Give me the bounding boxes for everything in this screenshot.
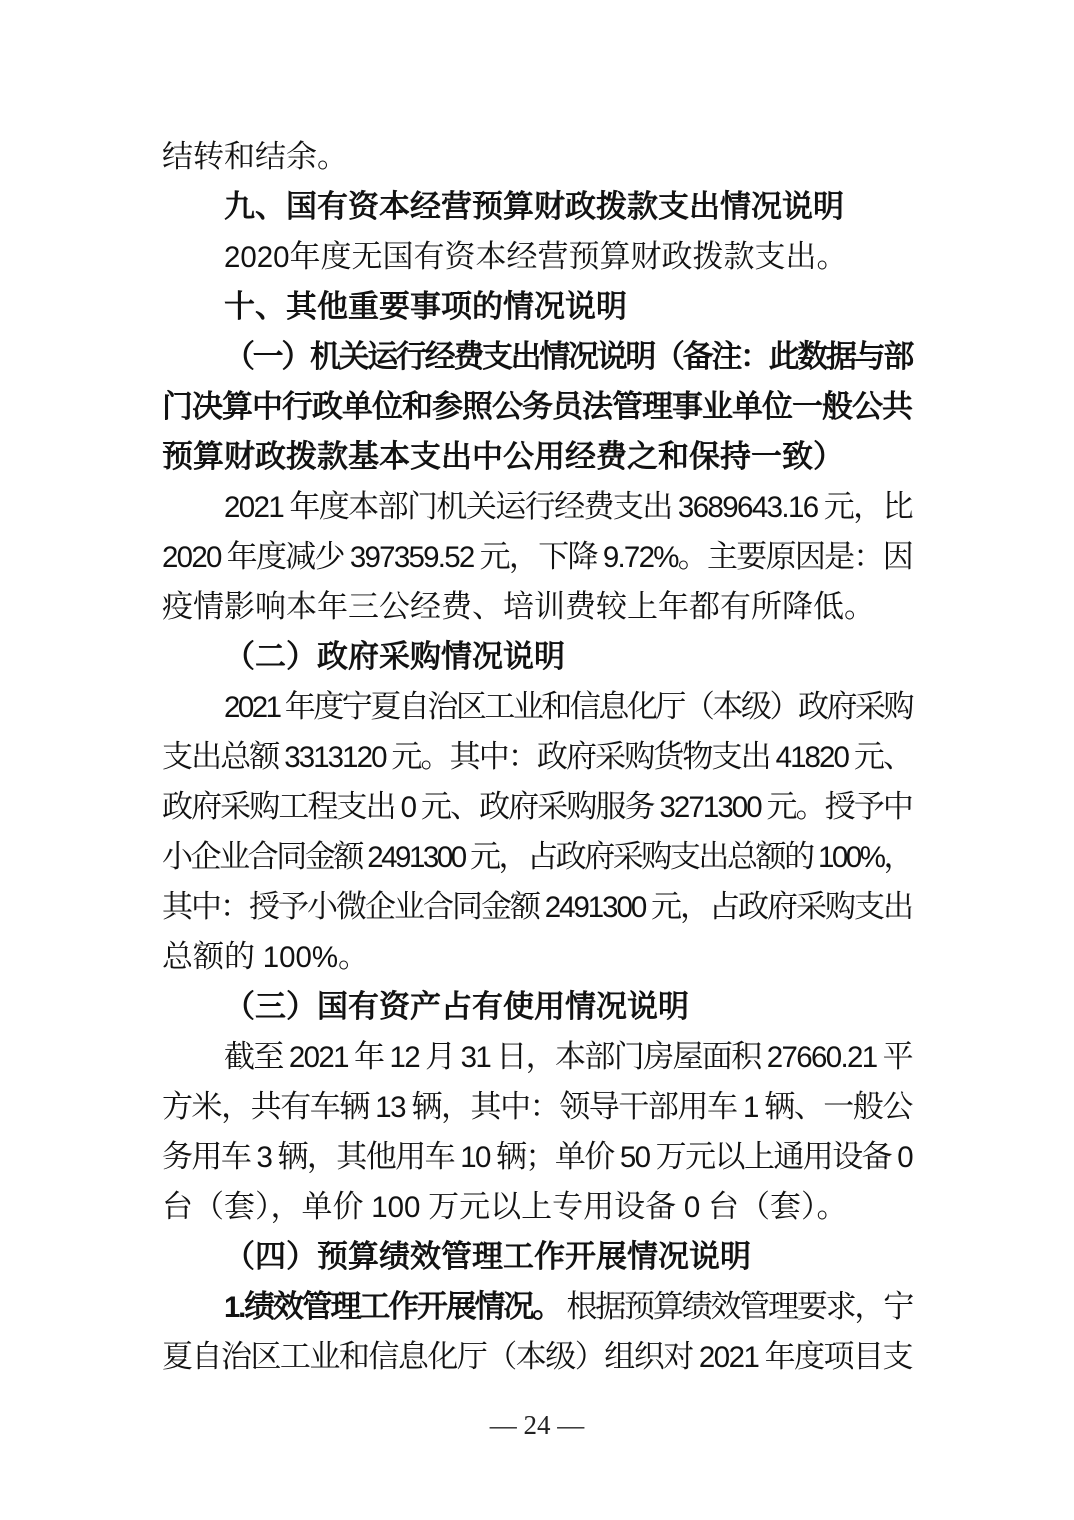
latin-run: 3271300	[659, 791, 761, 824]
text-segment: 结转和结余。	[162, 139, 348, 174]
text-segment: 总额的 100%。	[162, 939, 370, 974]
body-line	[162, 132, 912, 182]
text-segment: 其中：授予小微企业合同金额 2491300 元，占政府采购支出	[162, 889, 912, 924]
line-text	[224, 689, 912, 724]
line-text	[224, 639, 565, 674]
heading-line	[162, 182, 912, 232]
text-segment: 2020年度无国有资本经营预算财政拨款支出。	[224, 239, 848, 274]
latin-run: 13	[375, 1091, 406, 1124]
latin-run: 31	[460, 1041, 491, 1074]
document-body	[162, 132, 912, 1382]
body-line	[162, 1032, 912, 1082]
text-segment: 方米，共有车辆 13 辆，其中：领导干部用车 1 辆、一般公	[162, 1089, 912, 1124]
line-text	[224, 1039, 912, 1074]
text-segment: （二）政府采购情况说明	[224, 639, 565, 674]
body-line	[162, 1282, 912, 1332]
line-text	[224, 489, 912, 524]
text-segment: 九、国有资本经营预算财政拨款支出情况说明	[224, 189, 844, 224]
latin-run: 2021	[224, 691, 280, 724]
line-text	[162, 1139, 912, 1174]
text-segment: （三）国有资产占有使用情况说明	[224, 989, 689, 1024]
latin-run: 1.	[224, 1291, 245, 1324]
heading-line	[162, 632, 912, 682]
body-line	[162, 232, 912, 282]
line-text	[162, 389, 912, 424]
text-segment: 2020 年度减少 397359.52 元，下降 9.72%。主要原因是：因	[162, 539, 913, 574]
latin-run: 0	[683, 1191, 701, 1224]
text-segment: 支出总额 3313120 元。其中：政府采购货物支出 41820 元、	[162, 739, 913, 774]
latin-run: 1	[742, 1091, 758, 1124]
line-text	[224, 1289, 912, 1324]
heading-line	[162, 282, 912, 332]
text-segment: 务用车 3 辆，其他用车 10 辆；单价 50 万元以上通用设备 0	[162, 1139, 913, 1174]
text-segment: 截至 2021 年 12 月 31 日，本部门房屋面积 27660.21 平	[224, 1039, 913, 1074]
line-text	[162, 139, 348, 174]
body-line	[162, 582, 912, 632]
line-text	[224, 989, 689, 1024]
line-text	[162, 789, 912, 824]
body-line	[162, 1332, 912, 1382]
line-text	[162, 1189, 848, 1224]
text-segment: 疫情影响本年三公经费、培训费较上年都有所降低。	[162, 589, 875, 624]
text-segment: 夏自治区工业和信息化厅（本级）组织对 2021 年度项目支	[162, 1339, 912, 1374]
latin-run: 27660.21	[766, 1041, 877, 1074]
body-line	[162, 682, 912, 732]
body-line	[162, 1182, 912, 1232]
line-text	[224, 339, 912, 374]
latin-run: 100	[371, 1191, 421, 1224]
latin-run: 2020	[224, 241, 290, 274]
heading-line	[162, 332, 912, 382]
line-text	[162, 439, 844, 474]
heading-line	[162, 382, 912, 432]
line-text	[162, 1339, 912, 1374]
latin-run: 9.72%	[602, 541, 678, 574]
line-text	[224, 1239, 751, 1274]
latin-run: 3	[256, 1141, 272, 1174]
latin-run: 2021	[224, 491, 284, 524]
body-line	[162, 532, 912, 582]
latin-run: 50	[619, 1141, 650, 1174]
body-line	[162, 732, 912, 782]
line-text	[224, 189, 844, 224]
body-line	[162, 882, 912, 932]
latin-run: 100%	[817, 841, 884, 874]
line-text	[162, 839, 912, 874]
body-line	[162, 1082, 912, 1132]
text-segment: （四）预算绩效管理工作开展情况说明	[224, 1239, 751, 1274]
latin-run: 2491300	[544, 891, 646, 924]
latin-run: 41820	[775, 741, 848, 774]
body-line	[162, 482, 912, 532]
heading-line	[162, 432, 912, 482]
latin-run: 0	[400, 791, 416, 824]
text-segment: 1.绩效管理工作开展情况。	[224, 1289, 561, 1324]
line-text	[162, 939, 369, 974]
latin-run: 10	[460, 1141, 490, 1174]
text-segment: 2021 年度本部门机关运行经费支出 3689643.16 元，比	[224, 489, 913, 524]
body-line	[162, 782, 912, 832]
line-text	[224, 289, 627, 324]
body-line	[162, 832, 912, 882]
text-segment: 台（套），单价 100 万元以上专用设备 0 台（套）。	[162, 1189, 848, 1224]
latin-run: 12	[389, 1041, 419, 1074]
text-segment: 根据预算绩效管理要求，宁	[560, 1289, 913, 1324]
line-text	[224, 239, 848, 274]
line-text	[162, 1089, 912, 1124]
latin-run: 2021	[698, 1341, 759, 1374]
text-segment: 2021 年度宁夏自治区工业和信息化厅（本级）政府采购	[224, 689, 912, 724]
latin-run: 2020	[162, 541, 221, 574]
latin-run: 3313120	[284, 741, 386, 774]
latin-run: 0	[897, 1141, 913, 1174]
line-text	[162, 739, 912, 774]
latin-run: 3689643.16	[677, 491, 818, 524]
body-line	[162, 932, 912, 982]
page-number: — 24 —	[489, 1410, 585, 1440]
text-segment: 十、其他重要事项的情况说明	[224, 289, 627, 324]
text-segment: （一）机关运行经费支出情况说明（备注：此数据与部	[224, 339, 912, 374]
text-segment: 门决算中行政单位和参照公务员法管理事业单位一般公共	[162, 389, 912, 424]
text-segment: 小企业合同金额 2491300 元，占政府采购支出总额的 100%，	[162, 839, 913, 874]
latin-run: 2491300	[367, 841, 465, 874]
line-text	[162, 889, 912, 924]
line-text	[162, 589, 875, 624]
text-segment: 预算财政拨款基本支出中公用经费之和保持一致）	[162, 439, 844, 474]
line-text	[162, 539, 912, 574]
text-segment: 政府采购工程支出 0 元、政府采购服务 3271300 元。授予中	[162, 789, 913, 824]
latin-run: 397359.52	[349, 541, 474, 574]
heading-line	[162, 982, 912, 1032]
latin-run: 100%	[262, 941, 339, 974]
latin-run: 2021	[288, 1041, 348, 1074]
heading-line	[162, 1232, 912, 1282]
body-line	[162, 1132, 912, 1182]
